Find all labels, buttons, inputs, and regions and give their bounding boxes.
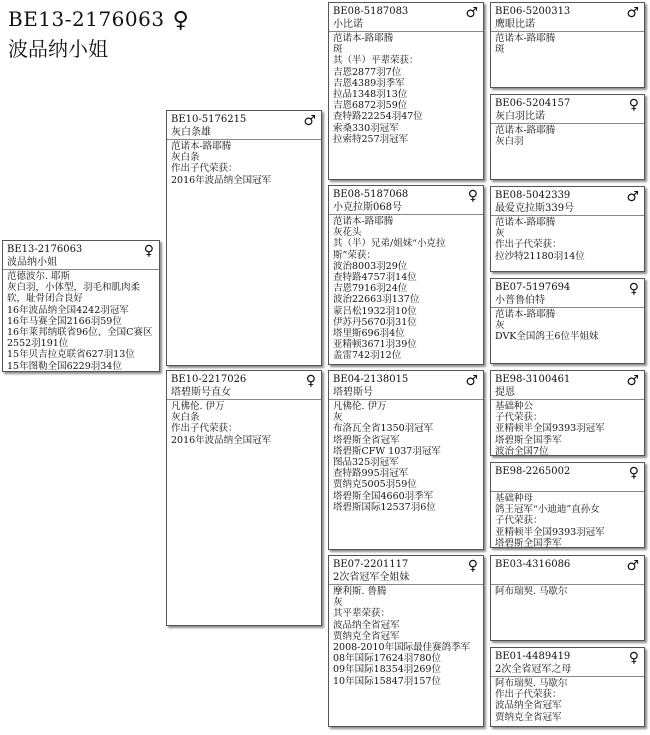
card-header (329, 556, 483, 585)
card-details (329, 32, 483, 146)
ring-number: BE10-2217026 (171, 374, 247, 385)
card-header (491, 187, 644, 216)
detail-line: 摩利斯. 鲁腾 (333, 586, 387, 597)
detail-line: 凡佛伦. 伊万 (333, 401, 387, 412)
detail-line: 吉恩6872羽59位 (333, 100, 408, 112)
bird-name: 塔碧斯号 (333, 387, 373, 398)
pedigree-card-dd (328, 555, 484, 727)
detail-line: 灰白羽 (495, 136, 524, 148)
card-details (329, 585, 483, 688)
pedigree-card-sire (166, 110, 322, 366)
bird-name: 2次省冠军全姐妹 (333, 572, 410, 583)
bird-name: 灰白羽比诺 (495, 111, 545, 122)
detail-line: 布洛瓦全省1350羽冠军 (333, 423, 434, 435)
bird-name: 灰白条雄 (171, 127, 211, 138)
detail-line: 范诺本-路耶腾 (333, 216, 394, 227)
detail-line: 灰花头 (333, 227, 362, 239)
card-header (329, 371, 483, 400)
detail-line: 凡佛伦. 伊万 (171, 401, 225, 412)
ring-number: BE04-2138015 (333, 374, 409, 385)
detail-line: 拉沙特21180羽14位 (495, 250, 585, 262)
detail-line: 子代荣获： (495, 412, 543, 424)
card-header (491, 371, 644, 400)
header-ring-number: BE13-2176063 ♀ (8, 7, 190, 33)
detail-line: 15年图勒全国6229羽34位 (7, 360, 122, 372)
detail-line: 08年国际17624羽780位 (333, 653, 441, 665)
bird-name: 最爱克拉斯339号 (495, 203, 575, 214)
detail-line: 塔里斯696羽4位 (333, 328, 405, 340)
bird-name: 鹰眼比诺 (495, 19, 535, 30)
male-icon: ♂ (303, 113, 316, 129)
detail-line: 蒙吕松1932羽10位 (333, 305, 417, 317)
female-icon: ♀ (467, 188, 478, 204)
female-icon: ♀ (628, 97, 639, 113)
detail-line: 塔碧斯全国季军 (495, 434, 562, 446)
bird-name: 小克拉斯068号 (333, 202, 403, 213)
detail-line: 斑 (495, 44, 505, 56)
card-details (491, 216, 644, 263)
card-details (491, 492, 644, 550)
detail-line: 10年国际15847羽157位 (333, 675, 441, 687)
detail-line: 波治22663羽137位 (333, 294, 420, 306)
bird-name: 提恩 (495, 387, 515, 398)
detail-line: 灰 (495, 320, 505, 332)
detail-line: 查特路995羽冠军 (333, 468, 409, 480)
card-details (491, 308, 644, 344)
male-icon: ♂ (465, 373, 478, 389)
pedigree-card-ss (328, 2, 484, 180)
detail-line: 阿布瑞契. 马歇尔 (495, 586, 568, 597)
detail-line: 灰白羽，小体型，羽毛和肌肉柔 (7, 282, 141, 294)
card-header (167, 111, 321, 140)
bird-name: 小比诺 (333, 19, 363, 30)
card-header (329, 3, 483, 32)
detail-line: 16年马赛全国2166羽59位 (7, 315, 122, 327)
detail-line: 15年贝吉拉克联省627羽13位 (7, 349, 135, 361)
detail-line: 亚精顿半全国9393羽冠军 (495, 423, 605, 435)
detail-line: 塔碧斯CFW 1037羽冠军 (333, 445, 441, 457)
detail-line: 斯”荣获： (333, 249, 376, 261)
detail-line: 范诺本-路耶腾 (333, 33, 394, 44)
pedigree-card-ds (328, 370, 484, 550)
pedigree-card-ssd (490, 94, 645, 180)
card-details (491, 677, 644, 724)
pedigree-card-dam (166, 370, 322, 626)
bird-name: 波品纳小姐 (7, 257, 57, 268)
detail-line: 范诺本-路耶腾 (495, 217, 556, 228)
card-details (491, 400, 644, 458)
detail-line: 阿布瑞契. 马歇尔 (495, 678, 568, 689)
detail-line: 波治8003羽29位 (333, 260, 408, 272)
detail-line: 灰 (333, 597, 343, 609)
detail-line: 灰白条 (171, 412, 200, 424)
detail-line: 2016年波品纳全国冠军 (171, 174, 272, 186)
detail-line: 塔碧斯全国季军 (495, 537, 562, 549)
ring-number: BE98-2265002 (495, 466, 571, 477)
pedigree-header (8, 6, 189, 62)
detail-line: 亚精顿3671羽39位 (333, 339, 417, 351)
detail-line: 基础种母 (495, 493, 534, 504)
bird-name (495, 478, 620, 491)
pedigree-card-dss (490, 370, 645, 456)
female-icon: ♀ (305, 373, 316, 389)
ring-number: BE08-5042339 (495, 190, 571, 201)
detail-line: 其（半）兄弟/姐妹“小克拉 (333, 238, 446, 250)
ring-number: BE07-5197694 (495, 282, 571, 293)
pedigree-card-sd (328, 185, 484, 365)
pedigree-card-dsd (490, 462, 645, 548)
card-details (167, 140, 321, 187)
detail-line: 贾纳克全省冠军 (333, 630, 400, 642)
card-header (491, 279, 644, 308)
detail-line: 拉品1348羽13位 (333, 89, 408, 101)
detail-line: 软，耻骨闭合良好 (7, 293, 84, 305)
detail-line: 灰白条 (171, 152, 200, 164)
female-icon: ♀ (628, 281, 639, 297)
detail-line: 鸽王冠军“小迪迪”直孙女 (495, 504, 600, 516)
card-header (167, 371, 321, 400)
detail-line: 其平辈荣获： (333, 608, 391, 620)
card-header (491, 95, 644, 124)
female-icon: ♀ (143, 243, 154, 259)
pedigree-card-sds (490, 186, 645, 272)
card-header (491, 556, 644, 585)
detail-line: 拉索特257羽冠军 (333, 133, 409, 145)
card-details (329, 400, 483, 514)
detail-line: 伊苏丹5670羽31位 (333, 316, 417, 328)
detail-line: 斑 (333, 44, 343, 56)
detail-line: 贾纳克5005羽59位 (333, 479, 417, 491)
ring-number: BE08-5187083 (333, 6, 409, 17)
ring-number: BE10-5176215 (171, 114, 247, 125)
card-details (3, 270, 159, 373)
detail-line: 吉恩7916羽24位 (333, 283, 408, 295)
ring-number: BE01-4489419 (495, 651, 571, 662)
detail-line: 波品纳全省冠军 (333, 619, 400, 631)
detail-line: 范德波尔. 耶斯 (7, 271, 71, 282)
detail-line: 索桑330羽冠军 (333, 122, 399, 134)
detail-line: 灰 (333, 412, 343, 424)
detail-line: 图品325羽冠军 (333, 457, 399, 469)
pedigree-card-dds (490, 555, 645, 641)
female-icon: ♀ (628, 465, 639, 481)
detail-line: 16年莱邦纳联省96位、全国C赛区 (7, 327, 153, 339)
bird-name (495, 571, 620, 584)
detail-line: 查特路4757羽14位 (333, 272, 417, 284)
ring-number: BE07-2201117 (333, 559, 409, 570)
detail-line: 范诺本-路耶腾 (495, 125, 556, 136)
card-details (491, 32, 644, 56)
detail-line: 亚精顿半全国9393羽冠军 (495, 526, 605, 538)
detail-line: 贾纳克全省冠军 (495, 711, 562, 723)
bird-name: 小普鲁伯特 (495, 295, 545, 306)
detail-line: 2016年波品纳全国冠军 (171, 434, 272, 446)
detail-line: 2008-2010年国际最佳赛鸽季军 (333, 642, 471, 654)
detail-line: 作出子代荣获： (171, 163, 238, 175)
pedigree-card-sss (490, 2, 645, 88)
card-details (329, 215, 483, 363)
card-header (329, 186, 483, 215)
detail-line: 吉恩4389羽季军 (333, 77, 405, 89)
detail-line: 灰 (495, 228, 505, 240)
male-icon: ♂ (626, 189, 639, 205)
detail-line: 09年国际18354羽269位 (333, 664, 441, 676)
detail-line: 吉恩2877羽7位 (333, 66, 402, 78)
detail-line: 子代荣获： (495, 515, 543, 527)
detail-line: 作出子代荣获： (171, 423, 238, 435)
pedigree-card-sdd (490, 278, 645, 364)
detail-line: 塔碧斯全国4660羽季军 (333, 490, 434, 502)
female-icon: ♀ (628, 650, 639, 666)
pedigree-card-subject (2, 240, 160, 372)
card-details (491, 585, 644, 598)
detail-line: 查特路22254羽47位 (333, 111, 423, 123)
ring-number: BE06-5200313 (495, 6, 571, 17)
header-bird-name: 波品纳小姐 (8, 37, 108, 61)
detail-line: 波品纳全省冠军 (495, 700, 562, 712)
pedigree-card-ddd (490, 647, 645, 727)
male-icon: ♂ (626, 373, 639, 389)
ring-number: BE06-5204157 (495, 98, 571, 109)
detail-line: 作出子代荣获： (495, 689, 562, 701)
bird-name: 2次全省冠军之母 (495, 664, 572, 675)
card-details (491, 124, 644, 148)
ring-number: BE98-3100461 (495, 374, 571, 385)
ring-number: BE13-2176063 (7, 244, 83, 255)
detail-line: 范诺本-路耶腾 (171, 141, 232, 152)
detail-line: 塔碧斯国际12537羽6位 (333, 501, 436, 513)
male-icon: ♂ (626, 558, 639, 574)
male-icon: ♂ (626, 5, 639, 21)
detail-line: 波治全国7位 (495, 445, 549, 457)
bird-name: 塔碧斯号直女 (171, 387, 231, 398)
detail-line: 塔碧斯全省冠军 (333, 434, 400, 446)
detail-line: 其（半）平辈荣获： (333, 55, 419, 67)
ring-number: BE03-4316086 (495, 559, 571, 570)
card-details (167, 400, 321, 447)
detail-line: 范诺本-路耶腾 (495, 309, 556, 320)
detail-line: 2552羽191位 (7, 338, 69, 350)
card-header (491, 463, 644, 492)
detail-line: 16年波品纳全国4242羽冠军 (7, 304, 129, 316)
card-header (3, 241, 159, 270)
card-header (491, 648, 644, 677)
female-icon: ♀ (467, 558, 478, 574)
ring-number: BE08-5187068 (333, 189, 409, 200)
detail-line: 盖雷742羽12位 (333, 350, 402, 362)
detail-line: 作出子代荣获： (495, 239, 562, 251)
detail-line: 基础种公 (495, 401, 534, 412)
card-header (491, 3, 644, 32)
female-icon: ♀ (172, 8, 190, 33)
detail-line: DVK全国鸽王6位半姐妹 (495, 331, 599, 343)
detail-line: 范诺本-路耶腾 (495, 33, 556, 44)
male-icon: ♂ (465, 5, 478, 21)
